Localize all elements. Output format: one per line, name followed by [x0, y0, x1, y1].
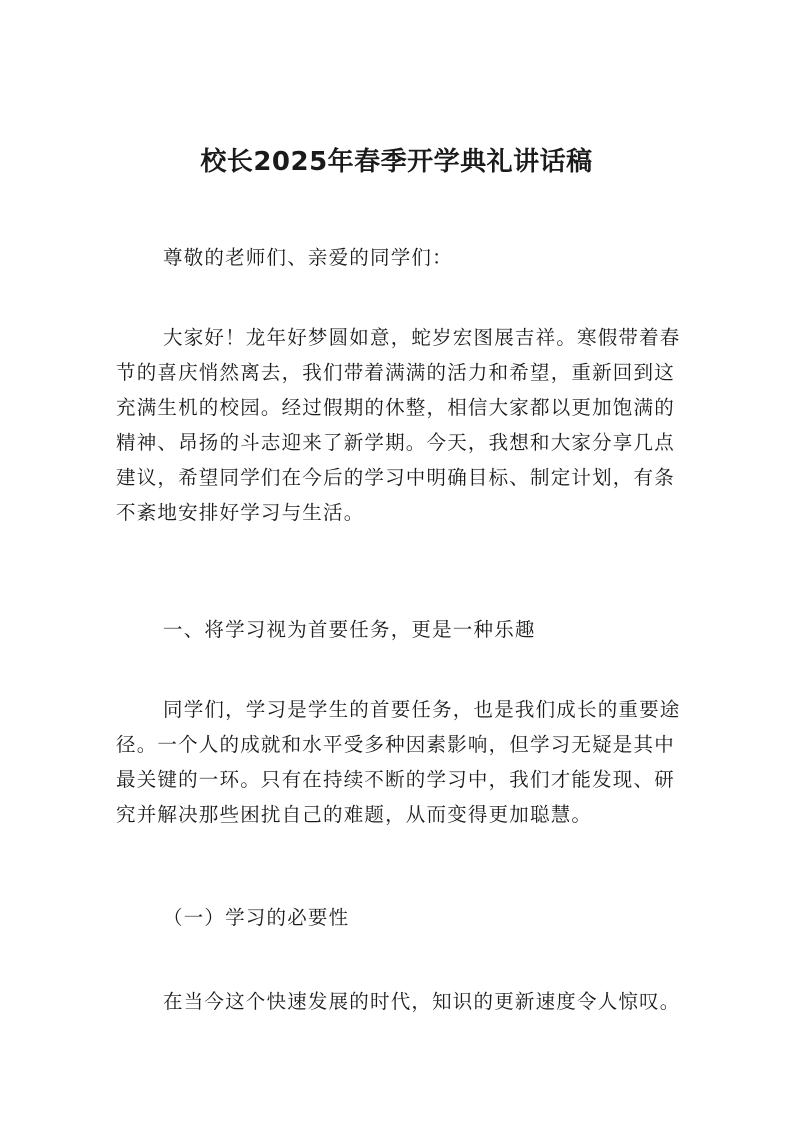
subsection-1-paragraph: 在当今这个快速发展的时代，知识的更新速度令人惊叹。 [163, 990, 681, 1013]
document-title: 校长2025年春季开学典礼讲话稿 [200, 147, 593, 178]
subsection-heading-1: （一）学习的必要性 [163, 906, 350, 929]
section-1-paragraph: 同学们，学习是学生的首要任务，也是我们成长的重要途径。一个人的成就和水平受多种因素影响，但学习无疑是其中最关键的一环。只有在持续不断的学习中，我们才能发现、研究并解决那些困扰自己的难题，从而变得更加聪慧。 [116, 698, 681, 826]
opening-paragraph: 大家好！龙年好梦圆如意，蛇岁宏图展吉祥。寒假带着春节的喜庆悄然离去，我们带着满满的活力和希望，重新回到这充满生机的校园。经过假期的休整，相信大家都以更加饱满的精神、昂扬的斗志迎来了新学期。今天，我想和大家分享几点建议，希望同学们在今后的学习中明确目标、制定计划，有条不紊地安排好学习与生活。 [116, 326, 681, 524]
greeting-line: 尊敬的老师们、亲爱的同学们： [163, 246, 453, 269]
section-heading-1: 一、将学习视为首要任务，更是一种乐趣 [163, 618, 536, 641]
